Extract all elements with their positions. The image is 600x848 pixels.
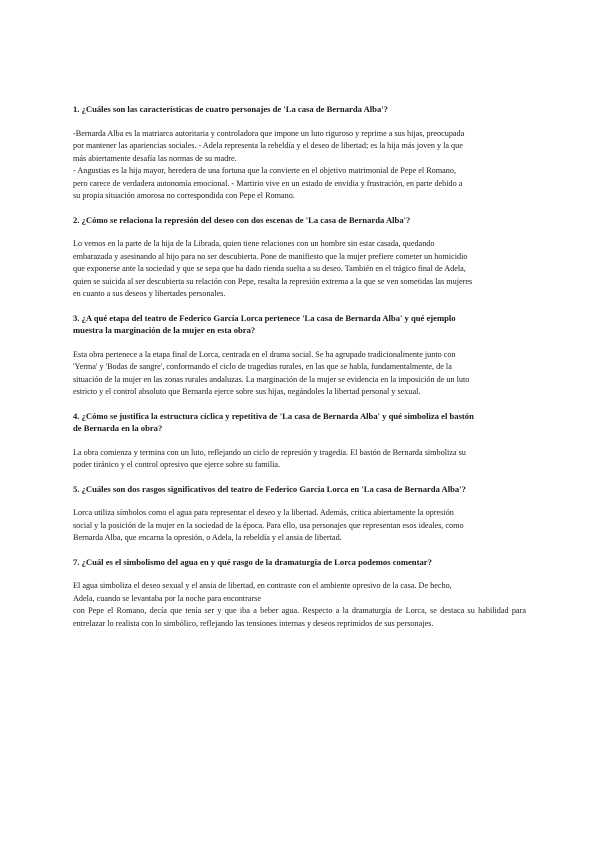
question-1: 1. ¿Cuáles son las características de cuatro personajes de 'La casa de Bernarda Alba'?: [73, 104, 388, 114]
question-3: [73, 312, 526, 337]
answer-5: [73, 507, 526, 545]
section-7: [73, 556, 526, 631]
answer-1: [73, 128, 526, 203]
answer-3-line: estricto y el control absoluto que Bernarda ejerce sobre sus hijas, negándoles la libertad personal y sexual.: [73, 387, 421, 396]
section-1: [73, 103, 526, 203]
question-4-line: 4. ¿Cómo se justifica la estructura cíclica y repetitiva de 'La casa de Bernarda Alba' y qué simboliza el bastón: [73, 410, 474, 421]
answer-4-line: poder tiránico y el control opresivo que ejerce sobre su familia.: [73, 460, 281, 469]
document-content: [73, 103, 526, 630]
answer-1-line: pero carece de verdadera autonomía emocional. - Martirio vive en un estado de envidia y frustración, en parte debido a: [73, 178, 463, 188]
question-3-line: muestra la marginación de la mujer en esta obra?: [73, 325, 256, 335]
answer-2-line: quien se suicida al ser descubierta su relación con Pepe, resalta la represión extrema a la que se ven sometidas las mujeres: [73, 276, 473, 286]
answer-2: [73, 238, 526, 301]
answer-2-line: en cuanto a sus deseos y libertades personales.: [73, 289, 226, 298]
answer-7: [73, 580, 526, 605]
answer-1-line: -Bernarda Alba es la matriarca autoritaria y controladora que impone un luto riguroso y reprime a sus hijas, preocupada: [73, 128, 465, 138]
section-4: [73, 410, 526, 472]
answer-7-paragraph: con Pepe el Romano, decía que tenía ser y que iba a beber agua. Respecto a la dramaturgia de Lorca, se destaca su habilidad para entrelazar lo realista con lo simbólico, reflejando las tensiones internas y deseos reprimidos de sus personajes.: [73, 606, 526, 628]
section-5: [73, 483, 526, 545]
answer-3: [73, 349, 526, 399]
answer-5-line: social y la posición de la mujer en la sociedad de la época. Para ello, usa personajes que representan esos ideales, como: [73, 520, 464, 530]
answer-2-line: que exponerse ante la sociedad y que se sepa que ha dado rienda suelta a su deseo. También en el trágico final de Adela,: [73, 264, 466, 273]
question-2: 2. ¿Cómo se relaciona la represión del deseo con dos escenas de 'La casa de Bernarda Alba'?: [73, 214, 411, 225]
answer-4-line: La obra comienza y termina con un luto, reflejando un ciclo de represión y tragedia. El bastón de Bernarda simboliza su: [73, 447, 466, 457]
question-5: 5. ¿Cuáles son dos rasgos significativos del teatro de Federico García Lorca en 'La casa de Bernarda Alba'?: [73, 483, 466, 494]
answer-5-line: Lorca utiliza símbolos como el agua para representar el deseo y la libertad. Además, critica abiertamente la opresión: [73, 508, 454, 517]
answer-1-line: su propia situación amorosa no correspondida con Pepe el Romano.: [73, 191, 295, 200]
question-4: [73, 410, 526, 435]
answer-1-line: más abiertamente desafía las normas de su madre.: [73, 153, 237, 163]
answer-5-line: Bernarda Alba, que encarna la opresión, o Adela, la rebeldía y el ansia de libertad.: [73, 533, 342, 542]
answer-7-line: El agua simboliza el deseo sexual y el ansia de libertad, en contraste con el ambiente opresivo de la casa. De hecho,: [73, 581, 452, 590]
question-3-line: 3. ¿A qué etapa del teatro de Federico García Lorca pertenece 'La casa de Bernarda Alba' y qué ejemplo: [73, 312, 456, 323]
section-2: [73, 214, 526, 301]
answer-3-line: situación de la mujer en las zonas rurales andaluzas. La marginación de la mujer se evidencia en la imposición de un luto: [73, 374, 470, 384]
answer-2-line: Lo vemos en la parte de la hija de la Librada, quien tiene relaciones con un hombre sin estar casada, quedando: [73, 239, 435, 248]
answer-1-line: - Angustias es la hija mayor, heredera de una fortuna que la convierte en el objetivo matrimonial de Pepe el Romano,: [73, 166, 456, 175]
answer-4: [73, 447, 526, 472]
answer-3-line: Esta obra pertenece a la etapa final de Lorca, centrada en el drama social. Se ha agrupado tradicionalmente junto con: [73, 349, 456, 359]
answer-1-line: por mantener las apariencias sociales. - Adela representa la rebeldía y el deseo de libertad; es la hija más joven y la que: [73, 141, 463, 150]
question-4-line: de Bernarda en la obra?: [73, 423, 163, 433]
section-3: [73, 312, 526, 399]
answer-2-line: embarazada y asesinando al hijo para no ser descubierta. Pone de manifiesto que la mujer prefiere cometer un homicidio: [73, 251, 468, 261]
answer-3-line: 'Yerma' y 'Bodas de sangre', conformando el ciclo de tragedias rurales, en las que se habla, fundamentalmente, de la: [73, 362, 452, 371]
answer-7-line: Adela, cuando se levantaba por la noche para encontrarse: [73, 593, 261, 603]
question-7: 7. ¿Cuál es el simbolismo del agua en y qué rasgo de la dramaturgia de Lorca podemos comentar?: [73, 556, 432, 567]
